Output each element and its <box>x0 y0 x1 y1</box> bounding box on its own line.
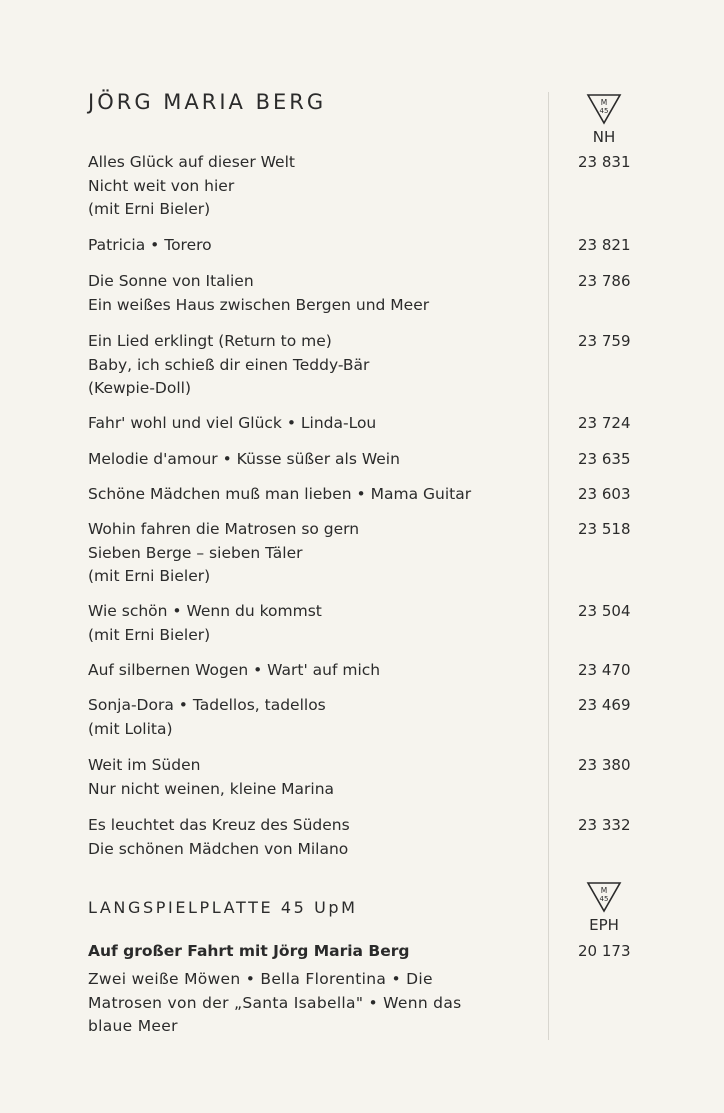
catalog-number: 23 504 <box>578 602 631 620</box>
svg-text:45: 45 <box>599 895 609 903</box>
single-title-line: (mit Erni Bieler) <box>88 625 211 644</box>
single-entry <box>88 270 538 317</box>
single-title-line: (mit Erni Bieler) <box>88 200 211 218</box>
single-entry <box>88 694 538 741</box>
single-title-line: Wie schön • Wenn du kommst <box>88 602 322 620</box>
single-entry <box>88 600 538 647</box>
single-title-line: Sonja-Dora • Tadellos, tadellos <box>88 696 326 714</box>
album-number: 20 173 <box>578 942 631 960</box>
album-track-line: Zwei weiße Möwen • Bella Florentina • Die <box>88 970 433 988</box>
album-title: Auf großer Fahrt mit Jörg Maria Berg <box>88 942 410 960</box>
m45-logo-singles <box>584 92 624 146</box>
single-entry <box>88 518 538 589</box>
catalog-number: 23 469 <box>578 696 631 714</box>
single-title-line: Es leuchtet das Kreuz des Südens <box>88 816 350 834</box>
single-title-line: Die schönen Mädchen von Milano <box>88 839 349 858</box>
single-title-line: Melodie d'amour • Küsse süßer als Wein <box>88 450 400 468</box>
single-title-line: Wohin fahren die Matrosen so gern <box>88 520 360 538</box>
catalog-number: 23 821 <box>578 236 631 254</box>
single-title-line: Ein Lied erklingt (Return to me) <box>88 332 332 350</box>
m45-triangle-icon <box>586 92 622 126</box>
artist-title: JÖRG MARIA BERG <box>88 90 327 114</box>
m45-logo-lp <box>584 880 624 934</box>
singles-label: NH <box>592 128 616 146</box>
single-entry <box>88 412 538 436</box>
catalog-number: 23 332 <box>578 816 631 834</box>
single-title-line: (Kewpie-Doll) <box>88 379 192 397</box>
single-title-line: Fahr' wohl und viel Glück • Linda-Lou <box>88 414 377 432</box>
single-title-line: Patricia • Torero <box>88 236 212 254</box>
single-title-line: Sieben Berge – sieben Täler <box>88 543 303 562</box>
catalog-number: 23 831 <box>578 153 631 171</box>
lp-label: EPH <box>589 916 619 934</box>
catalog-number: 23 786 <box>578 272 631 290</box>
catalog-number: 23 603 <box>578 485 631 503</box>
single-entry <box>88 754 538 801</box>
catalog-number: 23 518 <box>578 520 631 538</box>
single-title-line: Auf silbernen Wogen • Wart' auf mich <box>88 661 381 679</box>
catalog-number: 23 380 <box>578 756 631 774</box>
single-entry <box>88 448 538 472</box>
catalog-number: 23 470 <box>578 661 631 679</box>
single-title-line: Ein weißes Haus zwischen Bergen und Meer <box>88 295 430 314</box>
single-entry <box>88 659 538 683</box>
single-title-line: Baby, ich schieß dir einen Teddy-Bär <box>88 355 370 374</box>
single-title-line: Weit im Süden <box>88 756 201 774</box>
single-title-line: Schöne Mädchen muß man lieben • Mama Guitar <box>88 485 472 503</box>
single-title-line: (mit Erni Bieler) <box>88 567 211 585</box>
single-entry <box>88 330 538 401</box>
single-title-line: (mit Lolita) <box>88 719 173 738</box>
m45-triangle-icon <box>586 880 622 914</box>
svg-text:45: 45 <box>599 107 609 115</box>
catalog-number: 23 635 <box>578 450 631 468</box>
single-entry <box>88 814 538 861</box>
single-entry <box>88 234 538 258</box>
column-divider <box>548 92 549 1040</box>
catalog-number: 23 724 <box>578 414 631 432</box>
single-title-line: Alles Glück auf dieser Welt <box>88 153 295 171</box>
single-entry <box>88 483 538 507</box>
single-title-line: Die Sonne von Italien <box>88 272 254 290</box>
lp-heading: LANGSPIELPLATTE 45 UpM <box>88 898 358 917</box>
single-entry <box>88 151 538 222</box>
svg-text:M: M <box>600 886 608 895</box>
catalog-number: 23 759 <box>578 332 631 350</box>
album-tracks <box>88 968 528 1039</box>
album-track-line: Matrosen von der „Santa Isabella" • Wenn das <box>88 993 462 1012</box>
single-title-line: Nur nicht weinen, kleine Marina <box>88 779 335 798</box>
album-track-line: blaue Meer <box>88 1017 178 1035</box>
single-title-line: Nicht weit von hier <box>88 176 235 195</box>
svg-text:M: M <box>600 98 608 107</box>
